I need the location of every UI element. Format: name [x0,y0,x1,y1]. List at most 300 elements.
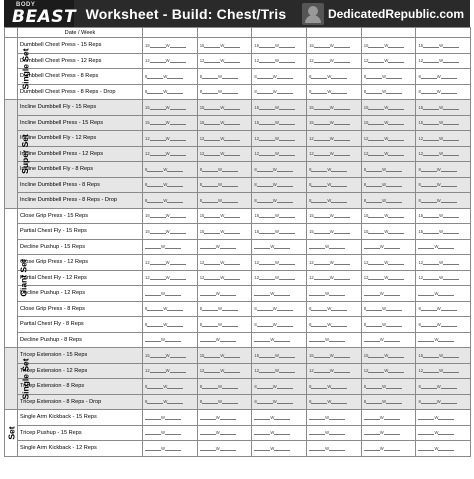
log-entry-cell[interactable] [143,348,198,364]
reps-blank-line [259,109,275,110]
log-entry-cell[interactable] [307,224,362,240]
log-entry-cell[interactable] [252,379,307,395]
log-entry-cell[interactable] [361,348,416,364]
reps-blank-line [421,310,437,311]
weight-blank-line [331,202,347,203]
weight-blank-line [438,434,454,435]
reps-value: 12 [254,275,260,281]
log-entry-cell[interactable] [361,255,416,271]
log-entry-cell[interactable] [361,239,416,255]
exercise-name: Dumbbell Chest Press - 15 Reps [18,38,143,54]
log-entry-cell[interactable] [416,425,471,441]
weight-blank-line [388,217,404,218]
reps-blank-line [204,264,220,265]
log-entry-cell[interactable] [416,394,471,410]
log-entry-cell[interactable] [307,317,362,333]
log-entry-cell[interactable] [252,224,307,240]
log-entry-cell[interactable] [143,410,198,426]
exercise-row [5,38,471,54]
log-entry-cell[interactable] [307,208,362,224]
log-entry-cell[interactable] [361,332,416,348]
log-entry-cell[interactable] [307,193,362,209]
log-entry-cell[interactable] [361,115,416,131]
log-entry-cell[interactable] [143,239,198,255]
reps-blank-line [147,186,163,187]
log-entry-cell[interactable] [307,146,362,162]
log-entry-cell[interactable] [416,69,471,85]
reps-value: 15 [145,352,150,358]
log-entry-cell[interactable] [252,317,307,333]
log-entry-cell[interactable] [197,270,252,286]
weight-marker: W [439,259,444,265]
reps-blank-line [150,217,166,218]
log-entry-cell[interactable] [252,286,307,302]
log-entry-cell[interactable] [361,162,416,178]
reps-value: 8 [363,73,367,79]
weight-marker: W [275,259,279,265]
log-entry-cell[interactable] [197,332,252,348]
date-cell[interactable] [416,28,471,38]
reps-blank-line [259,62,275,63]
reps-blank-line [421,93,437,94]
weight-blank-line [222,403,238,404]
log-entry-cell[interactable] [252,146,307,162]
log-entry-cell[interactable] [307,363,362,379]
reps-value: 8 [254,399,257,405]
log-entry-cell[interactable] [416,115,471,131]
log-entry-cell[interactable] [416,255,471,271]
log-entry-cell[interactable] [197,38,252,54]
set-group-text: Single Set [20,357,31,400]
reps-blank-line [259,155,275,156]
log-entry-cell[interactable] [252,270,307,286]
weight-blank-line [170,264,186,265]
reps-blank-line [200,419,216,420]
reps-blank-line [254,295,270,296]
log-entry-cell[interactable] [197,177,252,193]
exercise-name: Incline Dumbbell Press - 8 Reps - Drop [18,193,143,209]
weight-marker: W [434,430,439,436]
log-entry-cell[interactable] [361,84,416,100]
weight-blank-line [224,62,240,63]
weight-marker: W [163,73,168,79]
log-entry-cell[interactable] [307,286,362,302]
log-entry-cell[interactable] [307,394,362,410]
log-entry-cell[interactable] [252,131,307,147]
exercise-name: Decline Pushup - 8 Reps [18,332,143,348]
reps-value: 15 [418,352,424,358]
weight-blank-line [386,186,402,187]
log-entry-cell[interactable] [252,255,307,271]
log-entry-cell[interactable] [307,270,362,286]
log-entry-cell[interactable] [252,115,307,131]
log-entry-cell[interactable] [252,348,307,364]
weight-blank-line [334,264,350,265]
date-row [5,28,471,38]
weight-blank-line [279,124,295,125]
weight-marker: W [384,42,389,48]
reps-blank-line [200,295,216,296]
log-entry-cell[interactable] [197,131,252,147]
weight-marker: W [272,399,277,405]
weight-marker: W [272,182,277,188]
reps-value: 15 [309,213,314,219]
log-entry-cell[interactable] [197,100,252,116]
reps-value: 8 [418,182,421,188]
weight-blank-line [167,202,183,203]
log-entry-cell[interactable] [361,38,416,54]
log-entry-cell[interactable] [252,208,307,224]
weight-marker: W [382,399,387,405]
log-entry-cell[interactable] [416,146,471,162]
log-entry-cell[interactable] [143,332,198,348]
reps-blank-line [150,264,166,265]
log-entry-cell[interactable] [416,301,471,317]
reps-value: 8 [254,73,257,79]
exercise-row [5,317,471,333]
log-entry-cell[interactable] [197,379,252,395]
log-entry-cell[interactable] [307,239,362,255]
log-entry-cell[interactable] [361,131,416,147]
weight-marker: W [163,399,168,405]
log-entry-cell[interactable] [143,84,198,100]
log-entry-cell[interactable] [143,208,198,224]
log-entry-cell[interactable] [307,38,362,54]
reps-value: 15 [418,120,424,126]
log-entry-cell[interactable] [252,84,307,100]
log-entry-cell[interactable] [361,69,416,85]
reps-blank-line [311,93,327,94]
log-entry-cell[interactable] [361,394,416,410]
reps-value: 15 [418,42,424,48]
log-entry-cell[interactable] [252,332,307,348]
log-entry-cell[interactable] [197,441,252,457]
log-entry-cell[interactable] [307,131,362,147]
log-entry-cell[interactable] [361,286,416,302]
log-entry-cell[interactable] [252,100,307,116]
weight-marker: W [165,120,170,126]
log-entry-cell[interactable] [307,84,362,100]
log-entry-cell[interactable] [143,317,198,333]
log-entry-cell[interactable] [416,317,471,333]
exercise-name: Decline Pushup - 12 Reps [18,286,143,302]
reps-blank-line [150,357,166,358]
log-entry-cell[interactable] [143,286,198,302]
log-entry-cell[interactable] [416,410,471,426]
log-entry-cell[interactable] [143,441,198,457]
log-entry-cell[interactable] [252,394,307,410]
reps-blank-line [309,295,325,296]
log-entry-cell[interactable] [361,317,416,333]
weight-blank-line [384,295,400,296]
reps-blank-line [259,357,275,358]
log-entry-cell[interactable] [361,379,416,395]
reps-blank-line [200,450,216,451]
reps-blank-line [314,357,330,358]
log-entry-cell[interactable] [197,317,252,333]
log-entry-cell[interactable] [416,177,471,193]
log-entry-cell[interactable] [197,208,252,224]
log-entry-cell[interactable] [197,84,252,100]
log-entry-cell[interactable] [416,363,471,379]
log-entry-cell[interactable] [307,441,362,457]
reps-blank-line [309,419,325,420]
log-entry-cell[interactable] [197,286,252,302]
body-beast-logo [4,0,77,27]
log-entry-cell[interactable] [143,53,198,69]
log-entry-cell[interactable] [197,425,252,441]
reps-value: 15 [199,228,205,234]
log-entry-cell[interactable] [252,239,307,255]
log-entry-cell[interactable] [361,208,416,224]
weight-marker: W [382,182,387,188]
weight-blank-line [334,372,350,373]
log-entry-cell[interactable] [416,38,471,54]
log-entry-cell[interactable] [252,363,307,379]
log-entry-cell[interactable] [252,410,307,426]
reps-value: 8 [309,399,312,405]
date-cell[interactable] [252,28,307,38]
log-entry-cell[interactable] [361,441,416,457]
reps-blank-line [150,62,166,63]
log-entry-cell[interactable] [197,348,252,364]
reps-value: 8 [309,89,312,95]
log-entry-cell[interactable] [197,162,252,178]
date-cell[interactable] [143,28,198,38]
date-cell[interactable] [197,28,252,38]
log-entry-cell[interactable] [307,100,362,116]
log-entry-cell[interactable] [143,224,198,240]
weight-blank-line [277,93,293,94]
log-entry-cell[interactable] [197,410,252,426]
log-entry-cell[interactable] [416,441,471,457]
weight-marker: W [384,58,389,64]
reps-value: 15 [363,228,369,234]
reps-value: 15 [418,104,424,110]
log-entry-cell[interactable] [307,255,362,271]
weight-blank-line [329,419,345,420]
weight-marker: W [165,104,170,110]
log-entry-cell[interactable] [143,270,198,286]
log-entry-cell[interactable] [307,348,362,364]
weight-marker: W [382,89,387,95]
reps-blank-line [259,140,275,141]
log-entry-cell[interactable] [143,425,198,441]
exercise-row [5,379,471,395]
log-entry-cell[interactable] [416,286,471,302]
log-entry-cell[interactable] [252,38,307,54]
log-entry-cell[interactable] [361,53,416,69]
weight-blank-line [274,341,290,342]
reps-value: 12 [145,368,150,374]
log-entry-cell[interactable] [143,115,198,131]
log-entry-cell[interactable] [197,193,252,209]
reps-blank-line [202,78,218,79]
log-entry-cell[interactable] [416,379,471,395]
weight-blank-line [277,171,293,172]
log-entry-cell[interactable] [307,425,362,441]
log-entry-cell[interactable] [197,69,252,85]
log-entry-cell[interactable] [361,177,416,193]
reps-blank-line [147,202,163,203]
reps-value: 15 [418,213,424,219]
log-entry-cell[interactable] [307,301,362,317]
log-entry-cell[interactable] [361,301,416,317]
weight-marker: W [270,430,275,436]
log-entry-cell[interactable] [416,348,471,364]
log-entry-cell[interactable] [416,84,471,100]
weight-blank-line [331,310,347,311]
log-entry-cell[interactable] [307,69,362,85]
weight-blank-line [279,140,295,141]
date-cell[interactable] [361,28,416,38]
person-photo-icon [302,3,324,25]
weight-blank-line [388,155,404,156]
log-entry-cell[interactable] [307,53,362,69]
reps-value: 8 [254,182,257,188]
log-entry-cell[interactable] [361,224,416,240]
weight-marker: W [439,368,444,374]
log-entry-cell[interactable] [143,394,198,410]
weight-blank-line [441,326,457,327]
reps-value: 15 [145,120,150,126]
log-entry-cell[interactable] [361,410,416,426]
log-entry-cell[interactable] [361,425,416,441]
log-entry-cell[interactable] [143,379,198,395]
log-entry-cell[interactable] [143,301,198,317]
log-entry-cell[interactable] [361,270,416,286]
log-entry-cell[interactable] [361,146,416,162]
exercise-row [5,193,471,209]
log-entry-cell[interactable] [143,162,198,178]
log-entry-cell[interactable] [361,100,416,116]
log-entry-cell[interactable] [416,193,471,209]
log-entry-cell[interactable] [252,162,307,178]
reps-blank-line [314,47,330,48]
reps-value: 15 [254,42,260,48]
log-entry-cell[interactable] [197,363,252,379]
log-entry-cell[interactable] [197,146,252,162]
log-entry-cell[interactable] [197,255,252,271]
weight-blank-line [222,78,238,79]
reps-value: 12 [309,368,314,374]
weight-marker: W [215,244,220,250]
reps-blank-line [421,326,437,327]
weight-marker: W [379,445,384,451]
log-entry-cell[interactable] [197,239,252,255]
log-entry-cell[interactable] [143,177,198,193]
log-entry-cell[interactable] [416,208,471,224]
log-entry-cell[interactable] [143,255,198,271]
log-entry-cell[interactable] [252,441,307,457]
log-entry-cell[interactable] [307,162,362,178]
reps-blank-line [254,419,270,420]
log-entry-cell[interactable] [416,100,471,116]
reps-value: 12 [309,259,314,265]
weight-marker: W [220,135,225,141]
reps-blank-line [257,93,273,94]
reps-blank-line [257,78,273,79]
log-entry-cell[interactable] [416,53,471,69]
reps-value: 8 [199,399,203,405]
reps-blank-line [421,171,437,172]
reps-value: 12 [145,58,150,64]
log-entry-cell[interactable] [197,394,252,410]
log-entry-cell[interactable] [143,146,198,162]
reps-value: 12 [199,135,205,141]
reps-blank-line [257,202,273,203]
log-entry-cell[interactable] [307,410,362,426]
log-entry-cell[interactable] [361,193,416,209]
reps-blank-line [418,248,434,249]
log-entry-cell[interactable] [252,69,307,85]
log-entry-cell[interactable] [143,38,198,54]
log-entry-cell[interactable] [143,100,198,116]
reps-value: 12 [254,151,260,157]
log-entry-cell[interactable] [197,53,252,69]
log-entry-cell[interactable] [252,53,307,69]
weight-marker: W [270,414,275,420]
weight-blank-line [224,357,240,358]
log-entry-cell[interactable] [307,379,362,395]
reps-value: 15 [309,120,314,126]
log-entry-cell[interactable] [416,332,471,348]
log-entry-cell[interactable] [307,177,362,193]
weight-blank-line [224,217,240,218]
reps-value: 8 [199,197,203,203]
reps-value: 8 [145,197,148,203]
weight-blank-line [441,310,457,311]
reps-blank-line [204,372,220,373]
log-entry-cell[interactable] [307,115,362,131]
log-entry-cell[interactable] [307,332,362,348]
weight-marker: W [163,182,168,188]
log-entry-cell[interactable] [416,131,471,147]
log-entry-cell[interactable] [143,193,198,209]
log-entry-cell[interactable] [143,363,198,379]
log-entry-cell[interactable] [197,115,252,131]
log-entry-cell[interactable] [416,224,471,240]
reps-blank-line [418,341,434,342]
weight-marker: W [436,89,441,95]
log-entry-cell[interactable] [252,193,307,209]
reps-blank-line [314,279,330,280]
log-entry-cell[interactable] [252,177,307,193]
log-entry-cell[interactable] [252,425,307,441]
log-entry-cell[interactable] [416,162,471,178]
reps-blank-line [366,403,382,404]
log-entry-cell[interactable] [143,131,198,147]
reps-value: 15 [145,104,150,110]
reps-value: 15 [363,352,369,358]
reps-value: 12 [199,151,205,157]
log-entry-cell[interactable] [361,363,416,379]
weight-marker: W [327,166,332,172]
reps-blank-line [314,372,330,373]
exercise-row [5,332,471,348]
log-entry-cell[interactable] [143,69,198,85]
log-entry-cell[interactable] [252,301,307,317]
reps-blank-line [421,78,437,79]
weight-blank-line [167,388,183,389]
log-entry-cell[interactable] [197,224,252,240]
reps-blank-line [368,372,384,373]
log-entry-cell[interactable] [197,301,252,317]
log-entry-cell[interactable] [416,239,471,255]
weight-blank-line [331,326,347,327]
date-cell[interactable] [307,28,362,38]
log-entry-cell[interactable] [416,270,471,286]
